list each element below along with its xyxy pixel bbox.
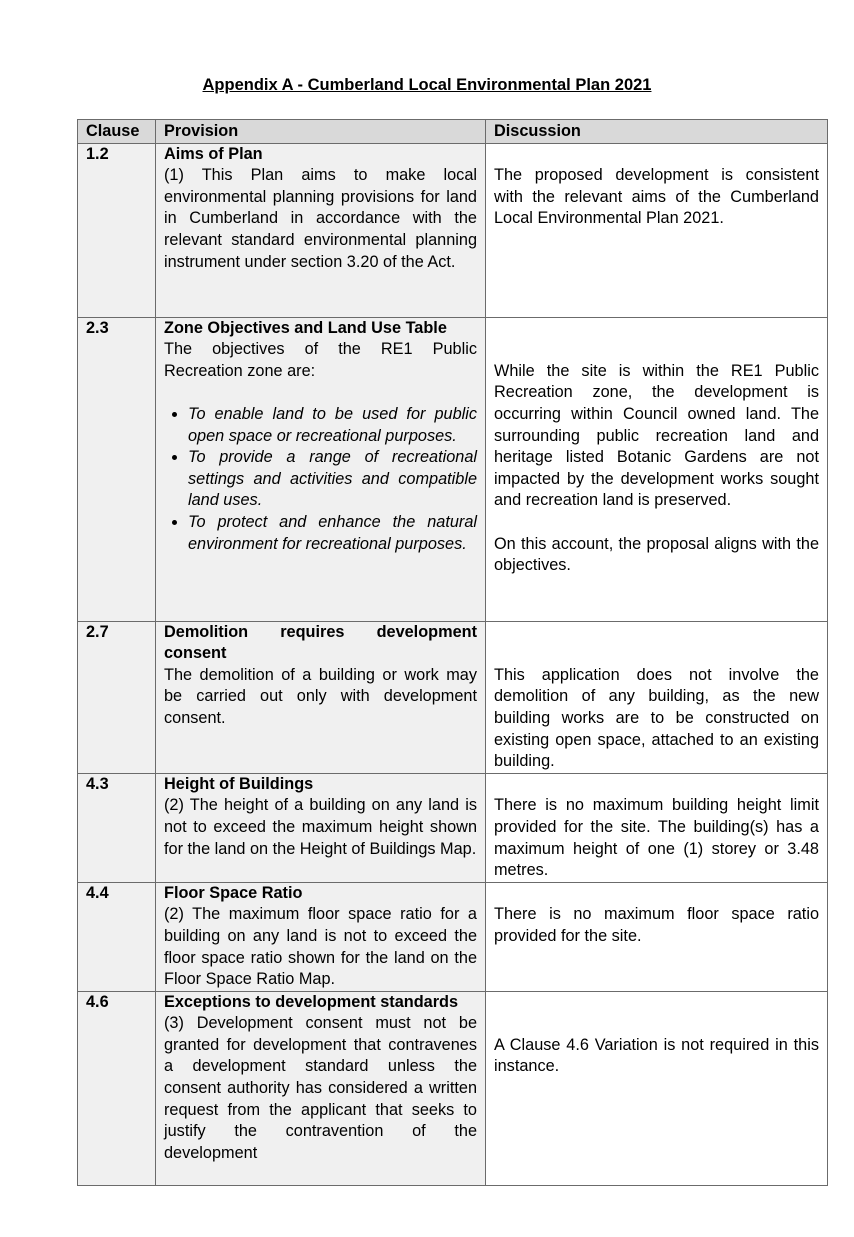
objectives-list (164, 404, 477, 555)
provision-text: (1) This Plan aims to make local environmental planning provisions for land in Cumberland in accordance with the relevant standard environmental planning instrument under section 3.20 of the Act. (164, 166, 477, 271)
table-row (78, 317, 828, 621)
table-header-row (78, 120, 828, 144)
provision-text: (2) The height of a building on any land is not to exceed the maximum height shown for the land on the Height of Buildings Map. (164, 796, 477, 858)
discussion-text: There is no maximum building height limit provided for the site. The building(s) has a maximum height of one (1) storey or 3.48 metres. (494, 796, 819, 880)
discussion-text: This application does not involve the demolition of any building, as the new building works are to be constructed on existing open space, attached to an existing building. (494, 665, 819, 771)
discussion-spacer (494, 144, 819, 166)
provision-cell (156, 773, 486, 882)
provision-cell (156, 143, 486, 317)
table-row (78, 773, 828, 882)
table-row (78, 991, 828, 1185)
discussion-cell (486, 317, 828, 621)
discussion-cell (486, 882, 828, 991)
clause-number: 1.2 (78, 143, 156, 317)
discussion-spacer (494, 622, 819, 644)
page-title: Appendix A - Cumberland Local Environmental Plan 2021 (202, 76, 652, 94)
discussion-text: On this account, the proposal aligns with the objectives. (494, 534, 819, 575)
table-row (78, 143, 828, 317)
discussion-text: A Clause 4.6 Variation is not required in this instance. (494, 1035, 819, 1076)
column-header-discussion: Discussion (486, 120, 828, 144)
discussion-cell (486, 773, 828, 882)
provision-heading: Demolition requires development consent (164, 622, 477, 663)
column-header-provision: Provision (156, 120, 486, 144)
discussion-spacer (494, 339, 819, 361)
table-row (78, 882, 828, 991)
provision-cell (156, 621, 486, 773)
provision-text: (3) Development consent must not be granted for development that contravenes a development standard unless the consent authority has considered a written request from the applicant that seeks to justify the contravention of the development (164, 1014, 477, 1162)
clause-number: 4.3 (78, 773, 156, 882)
list-item: • To protect and enhance the natural environment for recreational purposes. (188, 512, 477, 555)
provision-heading: Floor Space Ratio (164, 883, 303, 902)
discussion-spacer (494, 1013, 819, 1035)
provision-heading: Aims of Plan (164, 144, 263, 163)
column-header-clause: Clause (78, 120, 156, 144)
discussion-spacer (494, 992, 819, 1014)
provision-cell (156, 317, 486, 621)
lep-table (77, 119, 828, 1186)
discussion-cell (486, 621, 828, 773)
list-item: • To provide a range of recreational settings and activities and compatible land uses. (188, 447, 477, 512)
discussion-spacer (494, 643, 819, 665)
discussion-spacer (494, 318, 819, 340)
provision-heading: Height of Buildings (164, 774, 314, 793)
clause-number: 4.6 (78, 991, 156, 1185)
discussion-cell (486, 143, 828, 317)
provision-text: (2) The maximum floor space ratio for a building on any land is not to exceed the floor space ratio shown for the land on the Floor Space Ratio Map. (164, 905, 477, 989)
clause-number: 4.4 (78, 882, 156, 991)
provision-cell (156, 991, 486, 1185)
provision-text: The demolition of a building or work may be carried out only with development consent. (164, 665, 477, 727)
provision-heading: Zone Objectives and Land Use Table (164, 318, 447, 337)
clause-number: 2.7 (78, 621, 156, 773)
provision-heading: Exceptions to development standards (164, 992, 459, 1011)
discussion-text: The proposed development is consistent with the relevant aims of the Cumberland Local Environmental Plan 2021. (494, 166, 819, 228)
clause-number: 2.3 (78, 317, 156, 621)
discussion-spacer (494, 883, 819, 905)
discussion-text: While the site is within the RE1 Public Recreation zone, the development is occurring within Council owned land. The surrounding public recreation land and heritage listed Botanic Gardens are not impacted by the development works sought and recreation land is preserved. (494, 361, 819, 510)
discussion-spacer (494, 774, 819, 796)
discussion-text: There is no maximum floor space ratio provided for the site. (494, 905, 819, 945)
discussion-cell (486, 991, 828, 1185)
list-item: • To enable land to be used for public open space or recreational purposes. (188, 404, 477, 447)
table-row (78, 621, 828, 773)
provision-text: The objectives of the RE1 Public Recreation zone are: (164, 340, 477, 380)
provision-cell (156, 882, 486, 991)
